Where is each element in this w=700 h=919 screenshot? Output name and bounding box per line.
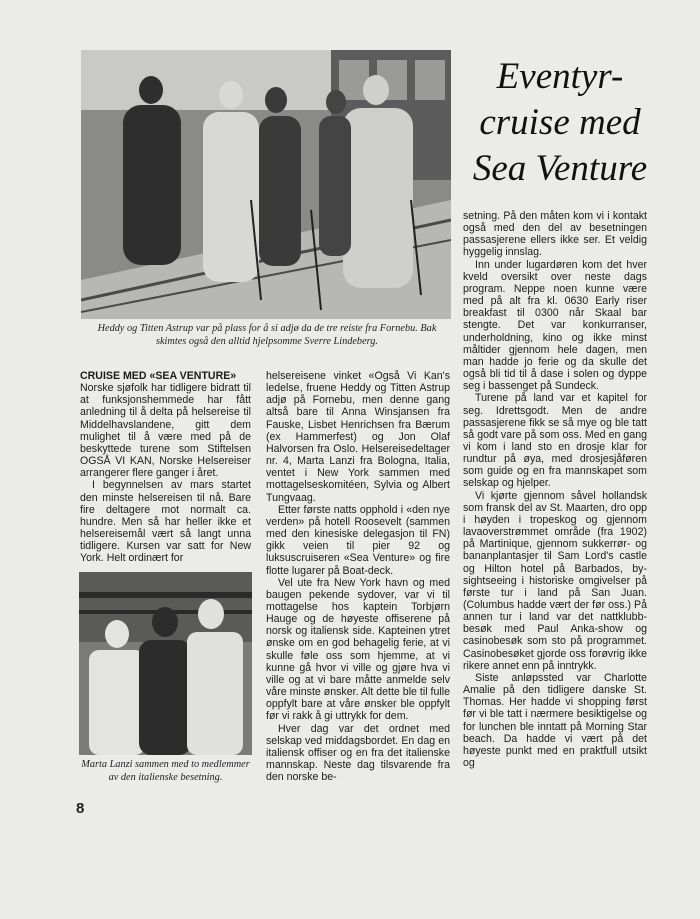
paragraph: helsereisene vinket «Også Vi Kan's ledelse, fruene Heddy og Titten Astrup adjø på Fornebu, men denne gang altså bare til Anna Winsjansen fra Fauske, Lisbet Henrichsen fra Bærum (ex Hammerfest) og Jon Olaf Halvorsen fra Oslo. Helsereisedeltager nr. 4, Marta Lanzi fra Bologna, Italia, ventet i New York sammen med mottagelseskomitéen, Sylvia og Albert Tungvaag. [266, 370, 450, 504]
article-title: Eventyr-cruise med Sea Venture [472, 56, 648, 189]
page-number: 8 [76, 800, 85, 817]
paragraph: Inn under lugardøren kom det hver kveld oversikt over neste dags program. Neppe noen kunne være med på alt fra kl. 0630 Early riser breakfast til 0300 når Skaal bar stengte. Det var konkurranser, underholdning, kino og ikke minst måltider gjennom hele dagen, men man hadde jo ferie og da skulle det også bli tid til å dase i solen og dyppe seg i bassenget på Sundeck. [463, 258, 647, 393]
paragraph: Vi kjørte gjennom såvel hollandsk som fransk del av St. Maarten, dro opp i høyden i tropeskog og gjennom lavaoverstrømmet område (fra 1902) på Martinique, gjennom sukkerrør- og bananplantasjer til Sam Lord's castle og Hilton hotel på Barbados, by-sightseeing i historiske omgivelser på første tur i land på San Juan. (Columbus hadde vært der før oss.) På annen tur i land var det nattklubb-besøk med Paul Anka-show og casinobesøk som sto på programmet. Casinobesøket gjorde oss forøvrig ikke rikere annet enn på inntrykk. [463, 489, 647, 672]
article-column-2 [266, 370, 450, 783]
photo-departure-fornebu [81, 50, 451, 319]
article-heading: CRUISE MED «SEA VENTURE» [80, 370, 237, 382]
paragraph: Turene på land var et kapitel for seg. Idrettsgodt. Men de andre passasjerene fikk se så mye og ble tatt så godt vare på som oss. Med en gang vi kom i land sto en drosje klar for rundtur på øya, med drosjesjåføren som guide og en fra mannskapet som selskap og hjelper. [463, 392, 647, 490]
paragraph: Norske sjøfolk har tidligere bidratt til at funksjonshemmede har fått anledning til å delta på helsereise til Middelhavslandene, gitt dem mulighet til å være med på de beskyttede turene som Stiftelsen OGSÅ VI KAN, Norske Helsereiser arrangerer flere ganger i året. [80, 382, 251, 480]
paragraph: Hver dag var det ordnet med selskap ved middagsbordet. En dag en italiensk offiser og en fra det italienske mannskap. Neste dag tilsvarende fra den norske be- [266, 722, 450, 784]
article-column-1 [80, 370, 251, 565]
paragraph: I begynnelsen av mars startet den minste helsereisen til nå. Bare fire deltagere mot normalt ca. hundre. Men så har heller ikke et helsereisemål vært så langt unna tidligere. Kursen var satt for New York. Helt ordinært for [80, 479, 251, 565]
paragraph: setning. På den måten kom vi i kontakt også med den del av besetningen passasjerene ellers ikke ser. Et veldig hyggelig innslag. [463, 210, 647, 259]
photo-italian-crew [79, 572, 252, 755]
paragraph: Etter første natts opphold i «den nye verden» på hotell Roosevelt (sammen med den kinesiske delegasjon til FN) gikk veien til pier 92 og luksuscruiseren «Sea Venture» og fire flotte lugarer på Boat-deck. [266, 503, 450, 577]
photo-caption-crew: Marta Lanzi sammen med to medlemmer av den italienske besetning. [81, 759, 250, 783]
paragraph: Vel ute fra New York havn og med baugen pekende sydover, var vi til mottagelse hos kaptein Torbjørn Hauge og de høyeste offiserene på norsk og italiensk side. Kapteinen ytret ønske om en god behagelig ferie, at vi skulle føle oss som hjemme, at vi kunne gå hvor vi ville og gjøre hva vi ville og at vi bare måtte anmelde selv våre minste ønsker. Alt dette ble til fulle oppfylt bare at våre ønsker ble oppfylt før vi rakk å gi uttrykk for dem. [266, 576, 450, 723]
photo-caption-departure: Heddy og Titten Astrup var på plass for å si adjø da de tre reiste fra Fornebu. Bak skimtes også den alltid hjelpsomme Sverre Lindeberg. [97, 323, 437, 347]
paragraph: Siste anløpssted var Charlotte Amalie på den tidligere danske St. Thomas. Her hadde vi shopping først før vi ble tatt i nærmere besiktigelse og for lunchen ble inntatt på Morning Star beach. Da hadde vi vært på det høyeste punkt med en praktfull utsikt og [463, 671, 647, 770]
article-column-3 [463, 210, 647, 769]
